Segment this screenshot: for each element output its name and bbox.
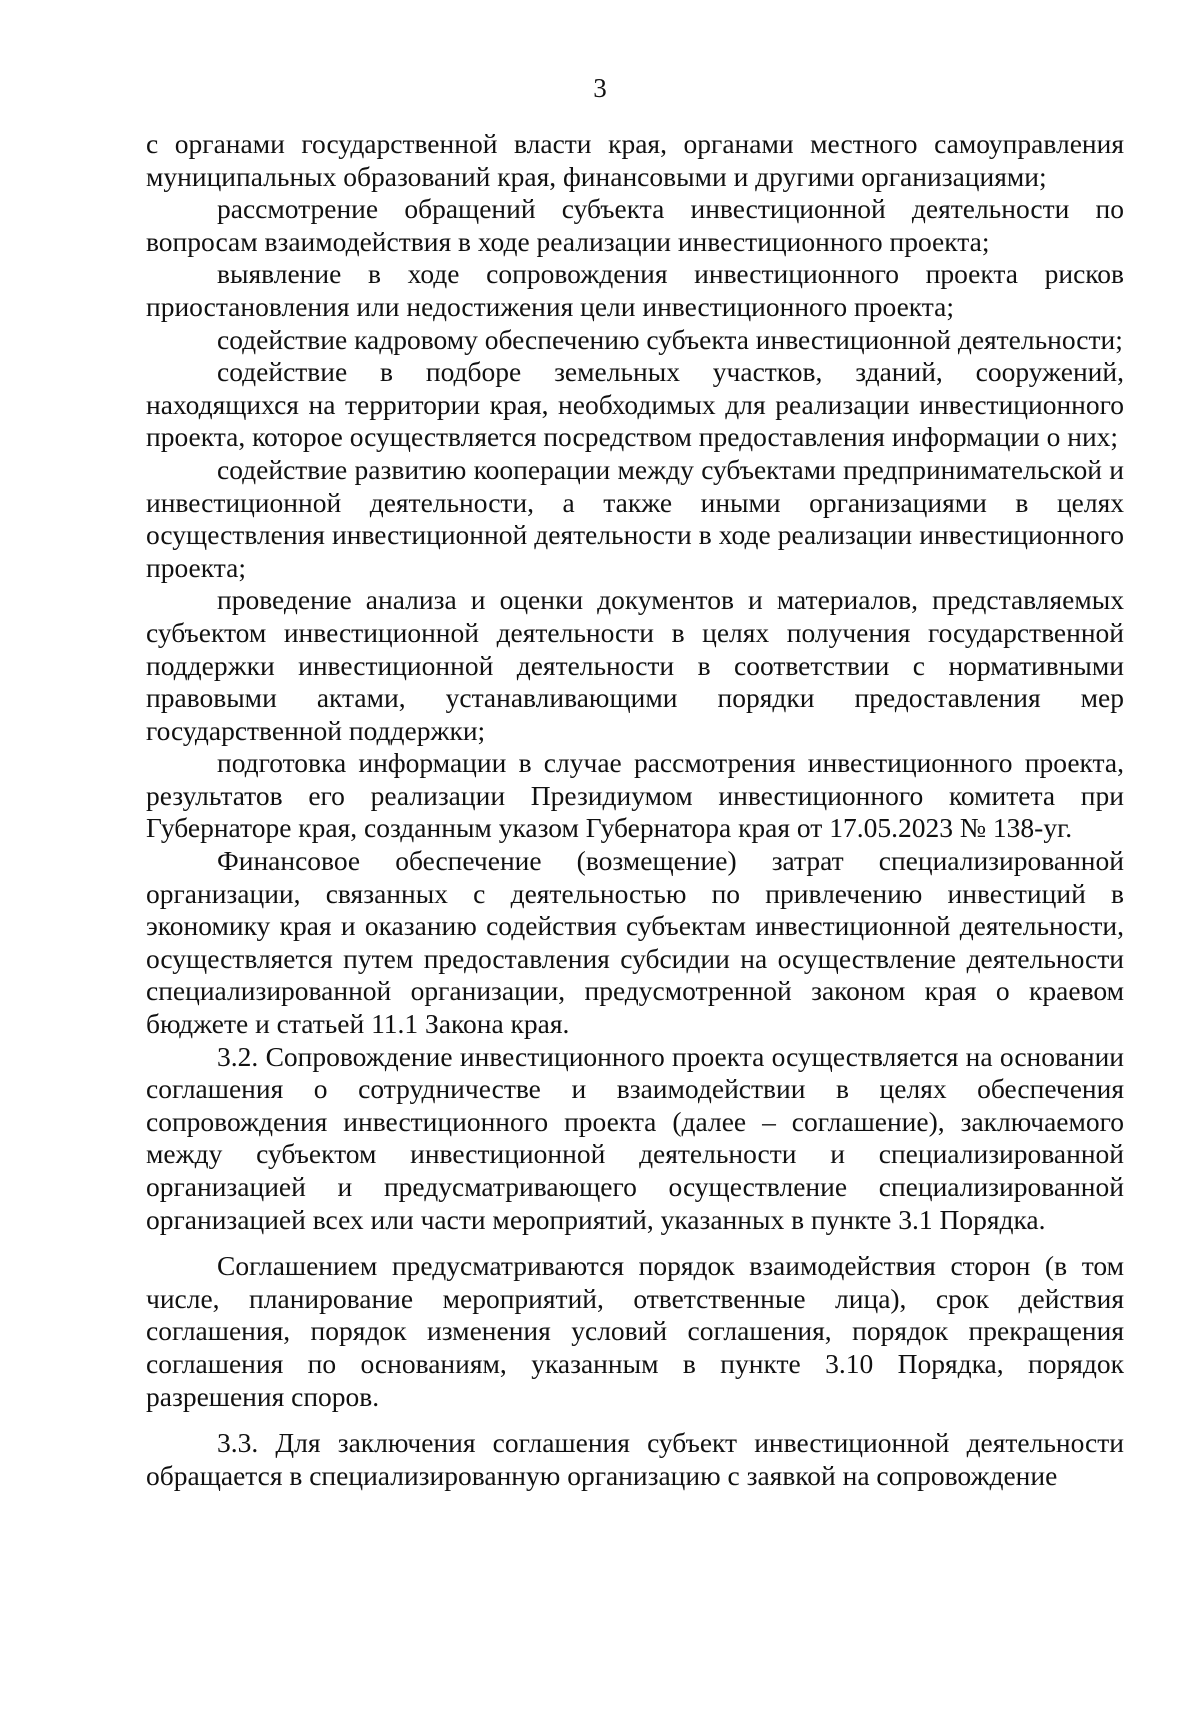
list-item-document-analysis: проведение анализа и оценки документов и материалов, представляемых субъектом инвестиционной деятельности в целях получения государственной поддержки инвестиционной деятельности в соответствии с нормативными правовыми актами, устанавливающими порядки предоставления мер государственной поддержки; — [146, 584, 1124, 746]
list-item-staffing: содействие кадровому обеспечению субъекта инвестиционной деятельности; — [217, 323, 1123, 355]
list-item-risk-detection: выявление в ходе сопровождения инвестиционного проекта рисков приостановления или недостижения цели инвестиционного проекта; — [146, 258, 1124, 322]
list-item-consideration: рассмотрение обращений субъекта инвестиционной деятельности по вопросам взаимодействия в ходе реализации инвестиционного проекта; — [146, 193, 1124, 257]
list-item-information-preparation: подготовка информации в случае рассмотрения инвестиционного проекта, результатов его реализации Президиумом инвестиционного комитета при Губернаторе края, созданным указом Губернатора края от 17.05.2023 № 138-уг. — [146, 747, 1124, 844]
paragraph-3-3: 3.3. Для заключения соглашения субъект инвестиционной деятельности обращается в специализированную организацию с заявкой на сопровождение — [146, 1427, 1124, 1491]
paragraph-financing: Финансовое обеспечение (возмещение) затрат специализированной организации, связанных с деятельностью по привлечению инвестиций в экономику края и оказанию содействия субъектам инвестиционной деятельности, осуществляется путем предоставления субсидии на осуществление деятельности специализированной организации, предусмотренной законом края о краевом бюджете и статьей 11.1 Закона края. — [146, 845, 1124, 1040]
paragraph-3-2: 3.2. Сопровождение инвестиционного проекта осуществляется на основании соглашения о сотрудничестве и взаимодействии в целях обеспечения сопровождения инвестиционного проекта (далее – соглашение), заключаемого между субъектом инвестиционной деятельности и специализированной организацией и предусматривающего осуществление специализированной организацией всех или части мероприятий, указанных в пункте 3.1 Порядка. — [146, 1040, 1124, 1235]
list-item-land-selection: содействие в подборе земельных участков, зданий, сооружений, находящихся на территории края, необходимых для реализации инвестиционного проекта, которое осуществляется посредством предоставления информации о них; — [146, 356, 1124, 453]
list-item-cooperation: содействие развитию кооперации между субъектами предпринимательской и инвестиционной деятельности, а также иными организациями в целях осуществления инвестиционной деятельности в ходе реализации инвестиционного проекта; — [146, 453, 1124, 583]
document-body — [146, 128, 1124, 1492]
paragraph: с органами государственной власти края, органами местного самоуправления муниципальных образований края, финансовыми и другими организациями; — [146, 128, 1124, 192]
page-number: 3 — [593, 73, 607, 103]
paragraph-agreement-terms: Соглашением предусматриваются порядок взаимодействия сторон (в том числе, планирование мероприятий, ответственные лица), срок действия соглашения, порядок изменения условий соглашения, порядок прекращения соглашения по основаниям, указанным в пункте 3.10 Порядка, порядок разрешения споров. — [146, 1250, 1124, 1412]
